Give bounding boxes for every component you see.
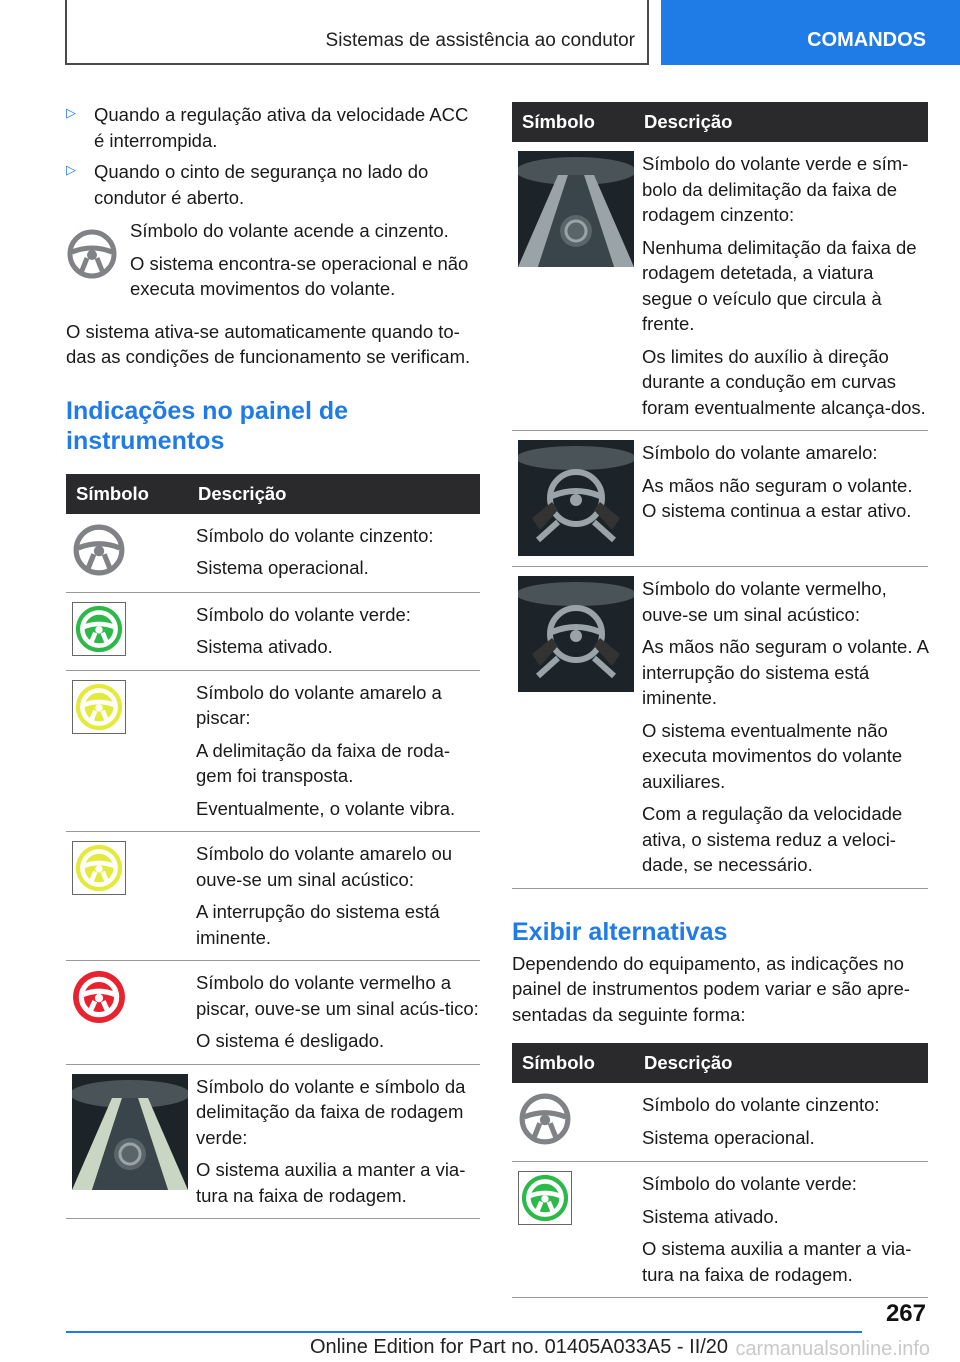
bullet-text: Quando a regulação ativa da velocidade ACC é interrompida.: [94, 104, 469, 151]
hands-off-red-display-icon: [518, 576, 634, 692]
note-line: O sistema encontra-se operacional e não executa movimentos do volante.: [130, 252, 469, 299]
description-text: A interrupção do sistema está iminente.: [196, 901, 440, 948]
page-number: 267: [885, 1300, 926, 1327]
header-underline: [65, 63, 649, 65]
right-column: [512, 102, 928, 1298]
steering-wheel-green-icon: [72, 602, 126, 656]
steering-wheel-red-icon: [72, 970, 192, 1029]
header-divider-right: [647, 0, 649, 64]
description-text: Sistema ativado.: [196, 636, 333, 657]
section-heading: Exibir alternativas: [512, 917, 728, 946]
description-text: Símbolo do volante cinzento:: [642, 1094, 880, 1115]
bullet-text: Quando o cinto de segurança no lado do condutor é aberto.: [94, 161, 429, 208]
description-text: Com a regulação da velocidade ativa, o sistema reduz a veloci-dade, se necessário.: [642, 803, 903, 875]
column-header-symbol: Símbolo: [66, 474, 192, 514]
description-text: Nenhuma delimitação da faixa de rodagem detetada, a viatura segue o veículo que circula à frente.: [642, 236, 917, 334]
description-text: Símbolo do volante verde:: [196, 603, 411, 625]
body-paragraph: O sistema ativa-se automaticamente quando to-das as condições de funcionamento se verificam.: [66, 320, 471, 367]
indicator-table: [66, 474, 480, 1220]
steering-wheel-grey-icon: [72, 523, 192, 582]
table-row: [512, 1083, 928, 1162]
table-row: [512, 142, 928, 431]
description-text: Símbolo do volante amarelo:: [642, 442, 878, 463]
lane-display-icon: [72, 1074, 188, 1190]
bullet-item: [66, 159, 480, 210]
alternative-indicator-table: [512, 1043, 928, 1298]
chapter-tab[interactable]: COMANDOS: [661, 0, 960, 65]
steering-wheel-yellow-icon: [72, 680, 126, 734]
header-divider-left: [65, 0, 67, 64]
description-text: Símbolo do volante vermelho a piscar, ouve-se um sinal acús-tico:: [196, 972, 479, 1019]
description-text: A delimitação da faixa de roda-gem foi transposta.: [196, 739, 451, 786]
description-text: Símbolo do volante e símbolo da delimitação da faixa de rodagem verde:: [196, 1075, 466, 1148]
description-text: Símbolo do volante verde e sím-bolo da delimitação da faixa de rodagem cinzento:: [642, 153, 909, 225]
description-text: Símbolo do volante cinzento:: [196, 524, 434, 546]
triangle-bullet-icon: ▷: [66, 162, 76, 177]
section-title: Sistemas de assistência ao condutor: [325, 30, 635, 51]
column-header-description: Descrição: [192, 474, 480, 514]
bullet-item: [66, 102, 480, 153]
table-row: [66, 514, 480, 593]
description-text: O sistema auxilia a manter a via-tura na faixa de rodagem.: [196, 1159, 466, 1206]
description-text: O sistema é desligado.: [196, 1030, 385, 1051]
left-column: [66, 102, 480, 1219]
column-header-symbol: Símbolo: [512, 1043, 638, 1083]
description-text: Símbolo do volante amarelo ou ouve-se um sinal acústico:: [196, 843, 453, 890]
body-paragraph: Dependendo do equipamento, as indicações no painel de instrumentos podem variar e são apre-sentadas da seguinte forma:: [512, 952, 910, 1025]
section-heading: Indicações no painel de instrumentos: [66, 396, 349, 455]
description-text: As mãos não seguram o volante. A interrupção do sistema está iminente.: [642, 636, 928, 708]
steering-wheel-grey-icon: [518, 1092, 638, 1151]
icon-note: [66, 218, 480, 309]
description-text: Símbolo do volante amarelo a piscar:: [196, 681, 442, 728]
description-text: As mãos não seguram o volante. O sistema continua a estar ativo.: [642, 474, 913, 521]
steering-wheel-green-icon: [518, 1171, 572, 1225]
triangle-bullet-icon: ▷: [66, 105, 76, 120]
table-row: [66, 961, 480, 1065]
description-text: O sistema eventualmente não executa movimentos do volante auxiliares.: [642, 719, 903, 792]
table-row: [66, 832, 480, 961]
lane-display-icon: [518, 151, 634, 267]
table-row: [512, 1162, 928, 1298]
column-header-symbol: Símbolo: [512, 102, 638, 142]
table-row: [512, 567, 928, 889]
steering-wheel-grey-icon: [66, 218, 130, 309]
description-text: O sistema auxilia a manter a via-tura na faixa de rodagem.: [642, 1238, 912, 1285]
edition-note: Online Edition for Part no. 01405A033A5 - II/20: [310, 1336, 729, 1358]
table-row: [512, 431, 928, 567]
column-header-description: Descrição: [638, 102, 928, 142]
watermark: carmanualsonline.info: [735, 1338, 930, 1360]
table-row: [66, 1064, 480, 1219]
description-text: Símbolo do volante vermelho, ouve-se um sinal acústico:: [642, 578, 887, 625]
description-text: Eventualmente, o volante vibra.: [196, 797, 456, 819]
steering-wheel-yellow-icon: [72, 841, 126, 895]
description-text: Símbolo do volante verde:: [642, 1173, 857, 1194]
description-text: Sistema ativado.: [642, 1205, 779, 1227]
table-row: [66, 592, 480, 670]
footer-rule: [66, 1331, 862, 1333]
indicator-table-continued: [512, 102, 928, 889]
description-text: Os limites do auxílio à direção durante a condução em curvas foram eventualmente alcança-dos.: [642, 345, 926, 418]
column-header-description: Descrição: [638, 1043, 928, 1083]
description-text: Sistema operacional.: [642, 1126, 815, 1148]
description-text: Sistema operacional.: [196, 557, 369, 578]
hands-off-yellow-display-icon: [518, 440, 634, 556]
note-line: Símbolo do volante acende a cinzento.: [130, 220, 449, 241]
table-row: [66, 670, 480, 832]
